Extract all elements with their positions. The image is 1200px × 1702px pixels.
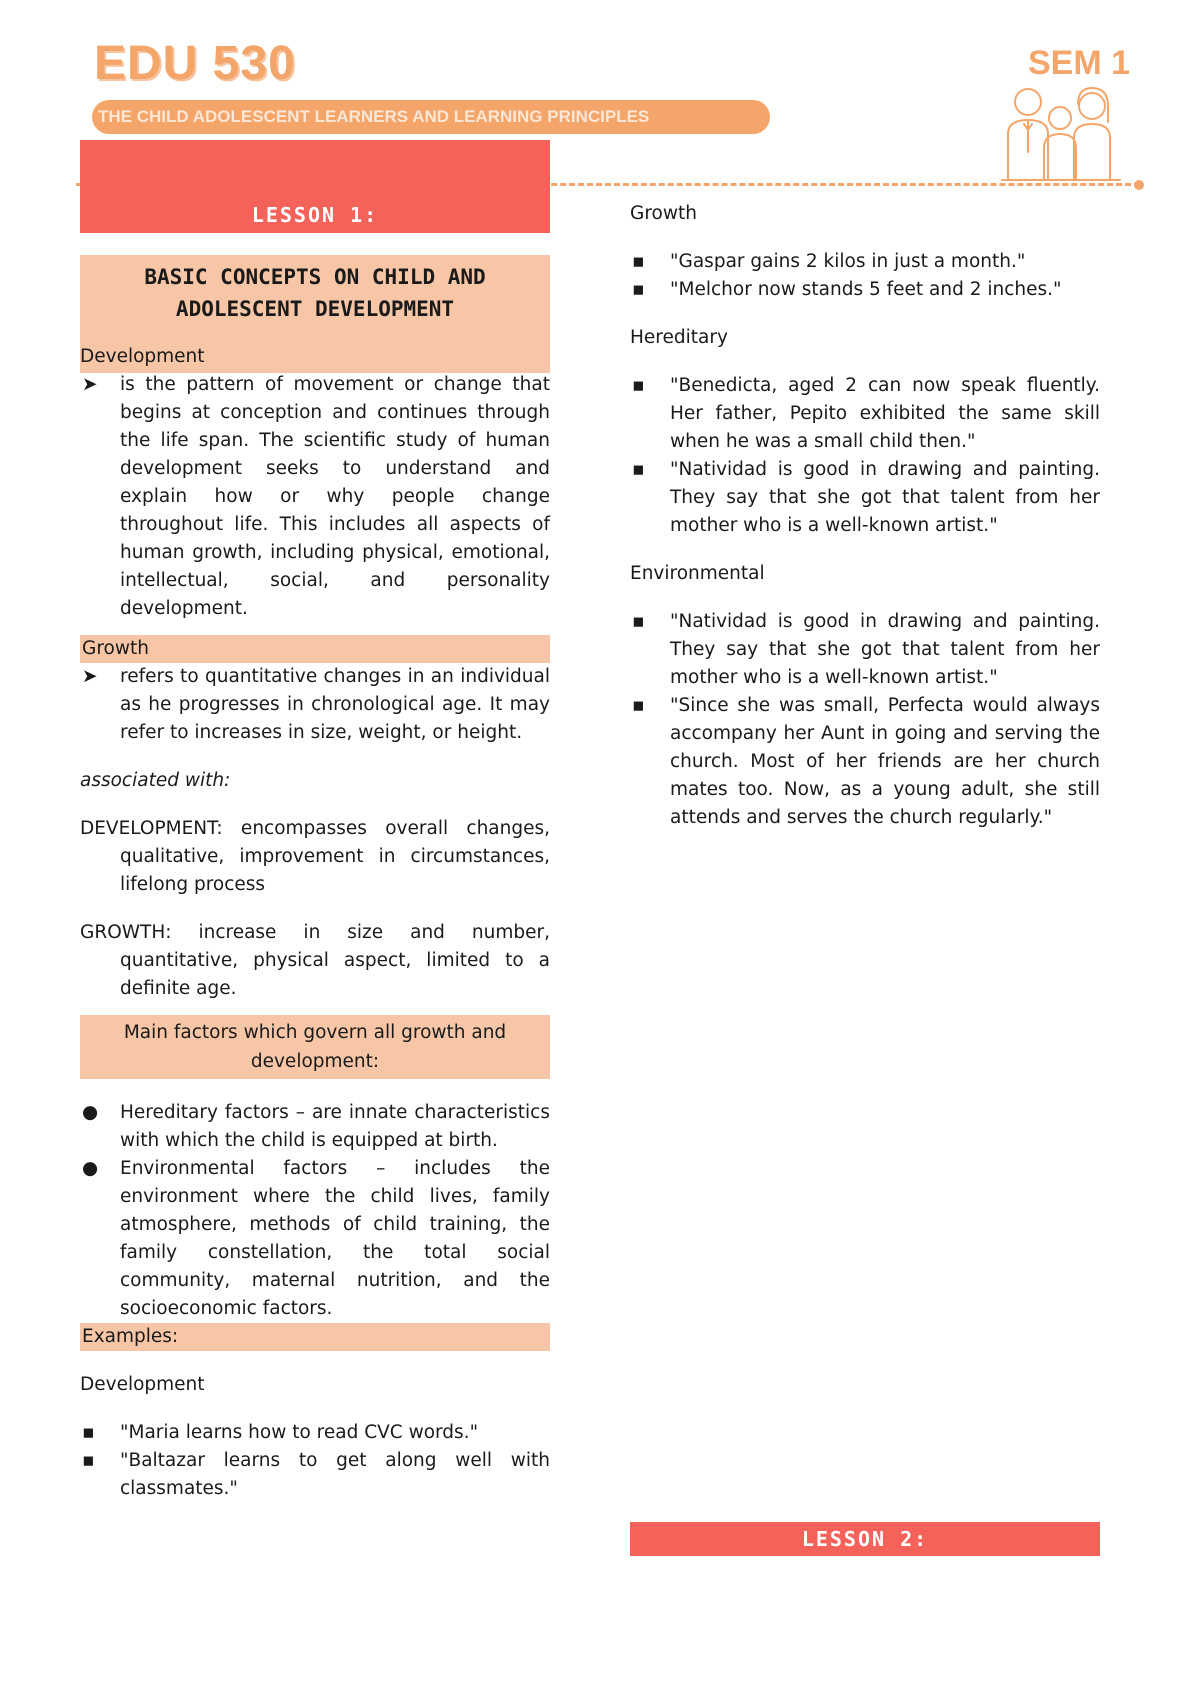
list-item: ▪ "Since she was small, Perfecta would always accompany her Aunt in going and serving the church. Most of her friends are her church mates too. Now, as a young adult, she still attends and serves the church regularly." bbox=[630, 692, 1100, 832]
list-item: ▪ "Maria learns how to read CVC words." bbox=[80, 1419, 550, 1447]
family-illustration-icon bbox=[998, 82, 1124, 182]
list-item: ▪ "Benedicta, aged 2 can now speak fluently. Her father, Pepito exhibited the same skill when he was a small child then." bbox=[630, 372, 1100, 456]
main-factors-heading: Main factors which govern all growth and development: bbox=[80, 1015, 550, 1079]
list-item: ▪ "Gaspar gains 2 kilos in just a month." bbox=[630, 248, 1100, 276]
list-item: ➤ refers to quantitative changes in an individual as he progresses in chronological age. It may refer to increases in size, weight, or height. bbox=[80, 663, 550, 747]
hereditary-examples-heading: Hereditary bbox=[630, 327, 728, 348]
environmental-examples-heading: Environmental bbox=[630, 563, 765, 584]
growth-examples-heading: Growth bbox=[630, 203, 697, 224]
growth-definition-list bbox=[80, 663, 550, 747]
square-bullet-icon: ▪ bbox=[632, 459, 645, 480]
course-code: EDU 530 bbox=[94, 37, 296, 90]
left-column bbox=[80, 140, 550, 1503]
list-item: ▪ "Melchor now stands 5 feet and 2 inches." bbox=[630, 276, 1100, 304]
dot-bullet-icon: ● bbox=[82, 1102, 99, 1123]
examples-heading: Examples: bbox=[80, 1323, 550, 1351]
right-column bbox=[630, 200, 1100, 832]
growth-summary: GROWTH: increase in size and number, quantitative, physical aspect, limited to a definite age. bbox=[80, 922, 550, 999]
associated-with-label: associated with: bbox=[80, 770, 231, 791]
square-bullet-icon: ▪ bbox=[632, 251, 645, 272]
development-examples-heading: Development bbox=[80, 1374, 205, 1395]
divider-end-dot bbox=[1134, 180, 1144, 190]
square-bullet-icon: ▪ bbox=[632, 375, 645, 396]
list-item: ▪ "Natividad is good in drawing and painting. They say that she got that talent from her mother who is a well-known artist." bbox=[630, 608, 1100, 692]
square-bullet-icon: ▪ bbox=[82, 1450, 95, 1471]
list-item: ▪ "Baltazar learns to get along well with classmates." bbox=[80, 1447, 550, 1503]
development-definition-list bbox=[80, 371, 550, 623]
arrow-bullet-icon: ➤ bbox=[82, 374, 98, 395]
development-examples-list bbox=[80, 1419, 550, 1503]
development-summary: DEVELOPMENT: encompasses overall changes, qualitative, improvement in circumstances, lifelong process bbox=[80, 818, 550, 895]
arrow-bullet-icon: ➤ bbox=[82, 666, 98, 687]
development-heading: Development bbox=[80, 343, 550, 371]
square-bullet-icon: ▪ bbox=[632, 611, 645, 632]
square-bullet-icon: ▪ bbox=[632, 695, 645, 716]
growth-examples-list bbox=[630, 248, 1100, 304]
environmental-examples-list bbox=[630, 608, 1100, 832]
course-title-banner: THE CHILD ADOLESCENT LEARNERS AND LEARNING PRINCIPLES bbox=[92, 100, 770, 134]
semester-label: SEM 1 bbox=[1028, 44, 1131, 82]
topic-title: BASIC CONCEPTS ON CHILD AND ADOLESCENT DEVELOPMENT bbox=[144, 265, 486, 321]
hereditary-examples-list bbox=[630, 372, 1100, 540]
list-item: ➤ is the pattern of movement or change that begins at conception and continues through the life span. The scientific study of human development seeks to understand and explain how or why people change throughout life. This includes all aspects of human growth, including physical, emotional, intellectual, social, and personality development. bbox=[80, 371, 550, 623]
square-bullet-icon: ▪ bbox=[82, 1422, 95, 1443]
list-item: ▪ "Natividad is good in drawing and painting. They say that she got that talent from her mother who is a well-known artist." bbox=[630, 456, 1100, 540]
growth-heading: Growth bbox=[80, 635, 550, 663]
lesson-2-banner: LESSON 2: bbox=[630, 1522, 1100, 1556]
lesson-1-banner: LESSON 1: bbox=[80, 140, 550, 233]
square-bullet-icon: ▪ bbox=[632, 279, 645, 300]
list-item: ● Hereditary factors – are innate characteristics with which the child is equipped at birth. bbox=[80, 1099, 550, 1155]
list-item: ● Environmental factors – includes the environment where the child lives, family atmosphere, methods of child training, the family constellation, the total social community, maternal nutrition, and the socioeconomic factors. bbox=[80, 1155, 550, 1323]
dot-bullet-icon: ● bbox=[82, 1158, 99, 1179]
factors-list bbox=[80, 1099, 550, 1323]
